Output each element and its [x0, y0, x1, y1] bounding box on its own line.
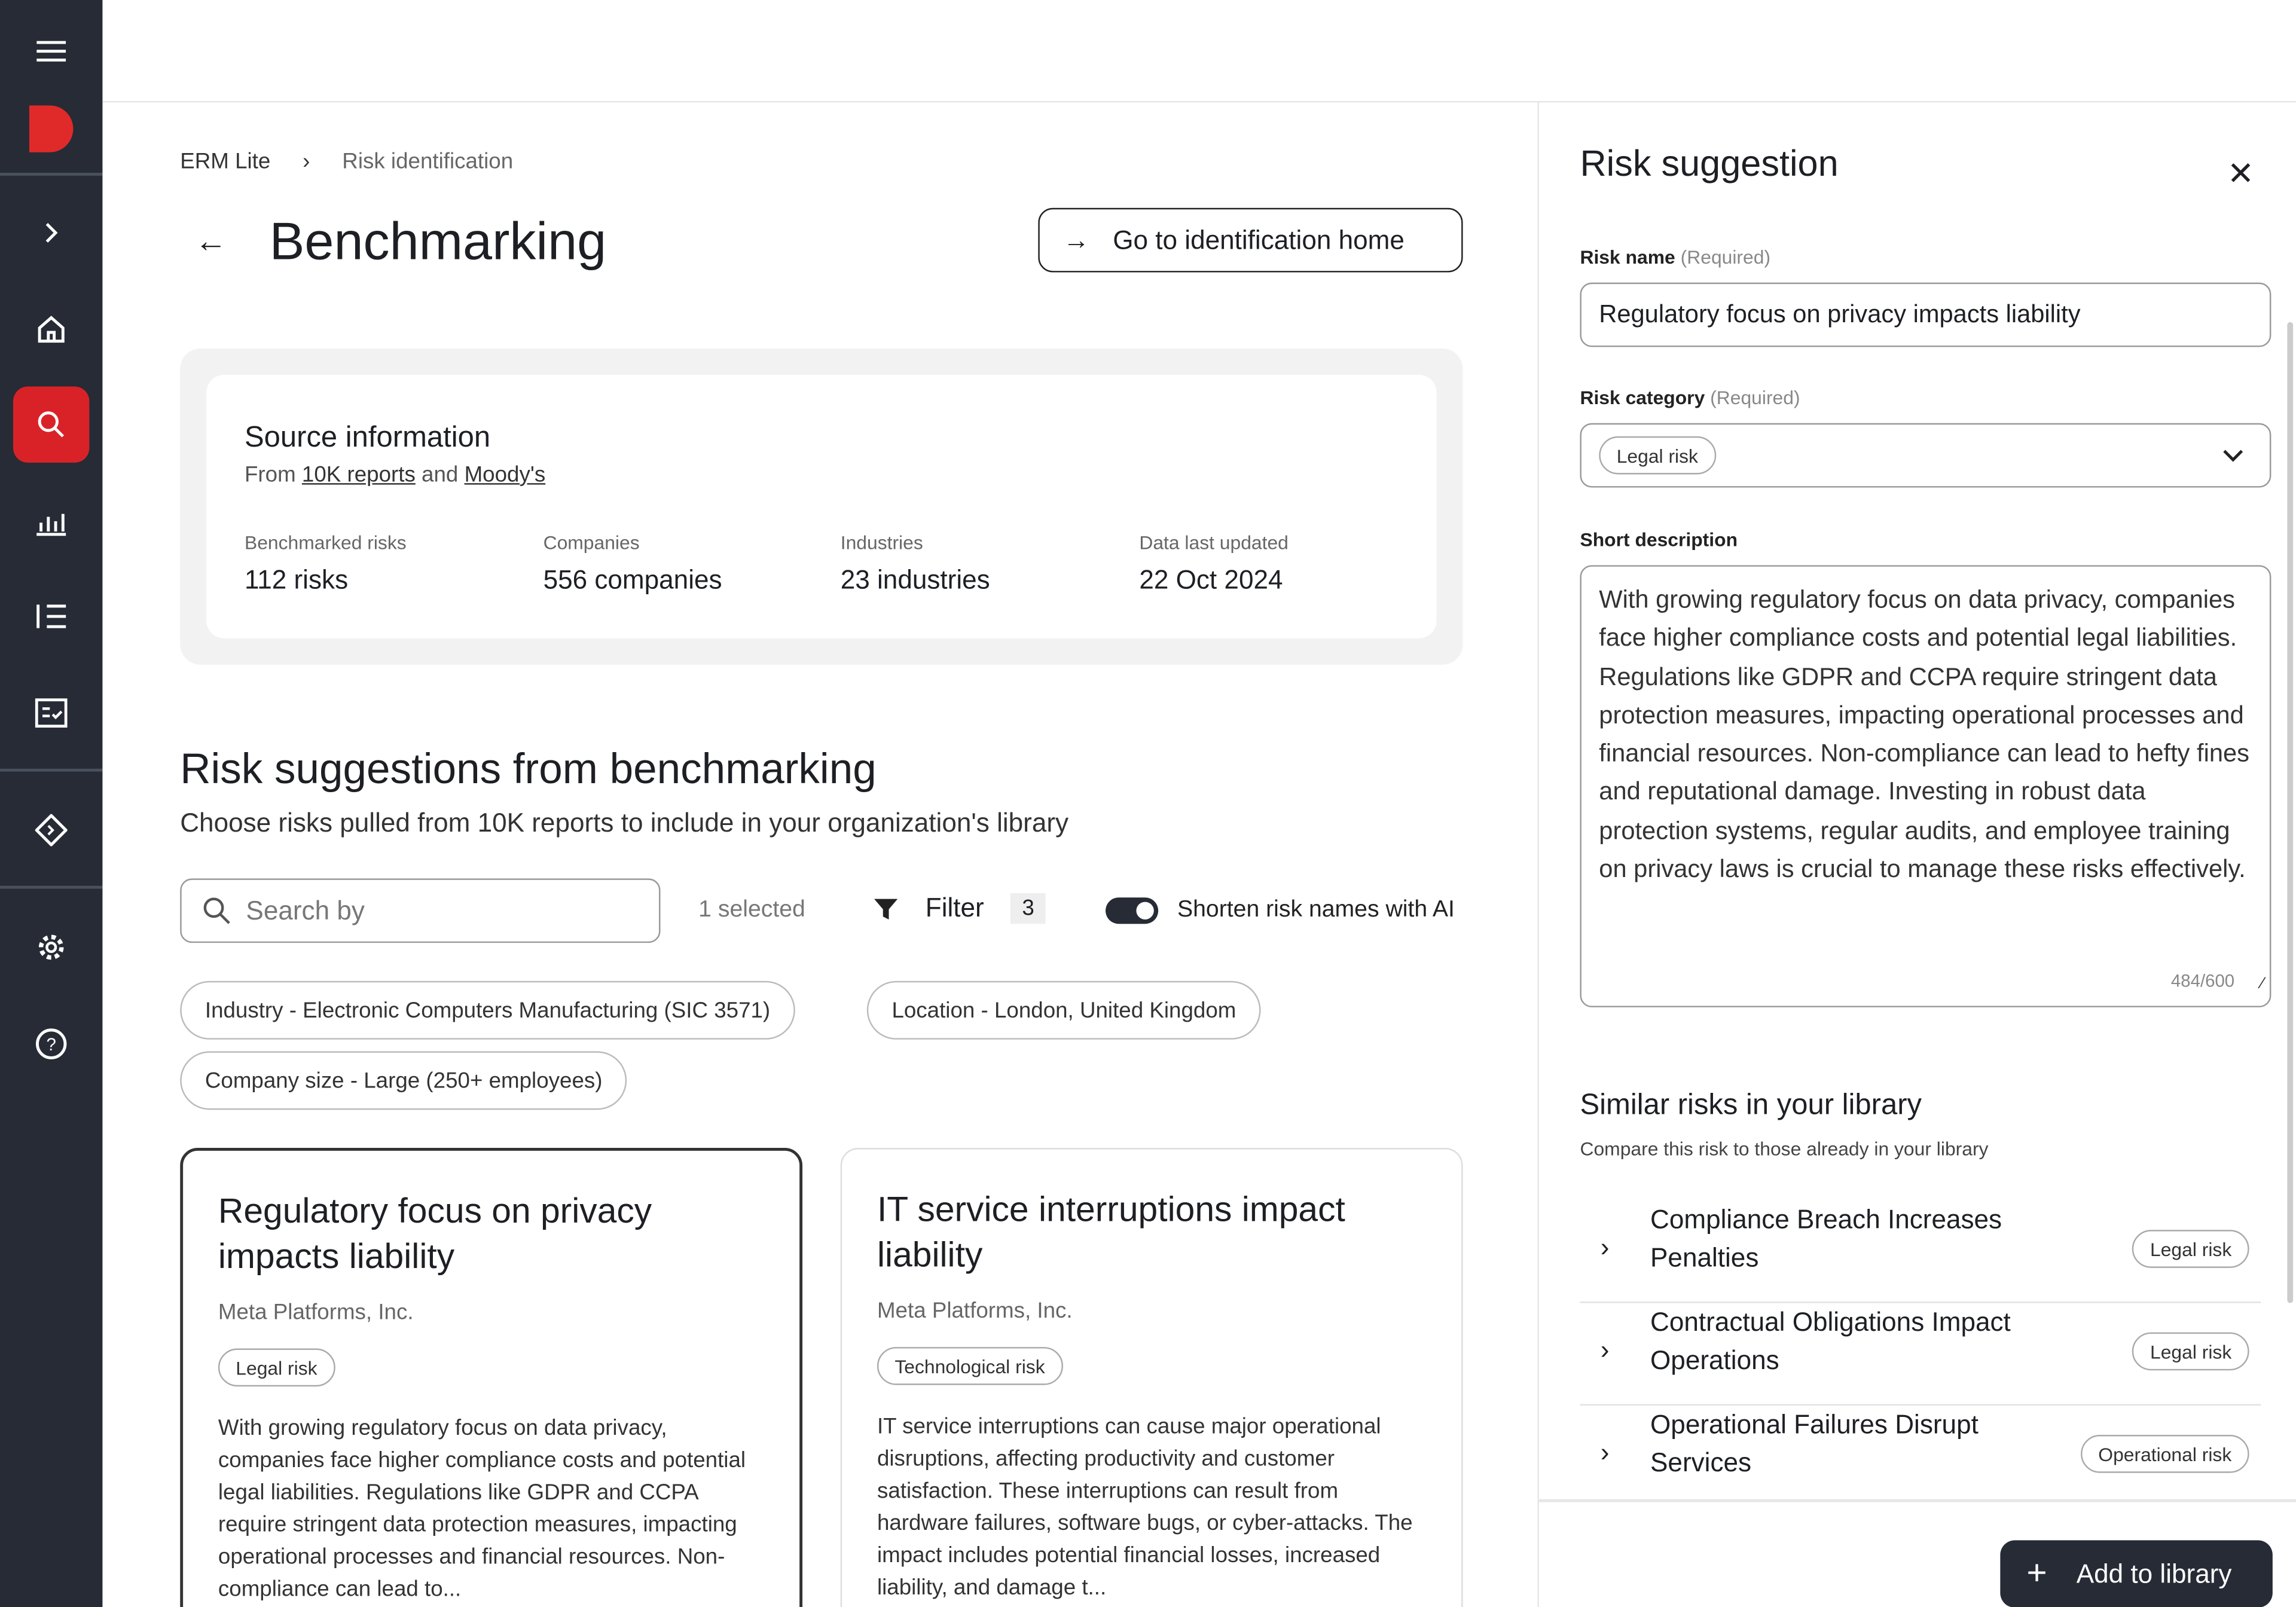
stat-value: 22 Oct 2024: [1139, 565, 1283, 595]
list-icon[interactable]: [0, 587, 102, 646]
logo-icon: [0, 100, 102, 158]
section-subtitle: Choose risks pulled from 10K reports to include in your organization's library: [180, 808, 1069, 838]
card-company: Meta Platforms, Inc.: [877, 1299, 1073, 1324]
card-title: IT service interruptions impact liability: [877, 1190, 1345, 1276]
filter-count-badge: 3: [1010, 893, 1046, 924]
source-info-panel: [180, 349, 1463, 665]
breadcrumb: [180, 149, 513, 175]
expand-chevron-icon[interactable]: [0, 203, 102, 262]
similar-risks-subtitle: Compare this risk to those already in your library: [1580, 1137, 1989, 1160]
search-icon: [35, 408, 68, 441]
top-bar: [102, 0, 2296, 102]
stat-label: Benchmarked risks: [244, 531, 407, 554]
button-label: Go to identification home: [1113, 224, 1405, 254]
risk-name-input[interactable]: Regulatory focus on privacy impacts liability: [1580, 283, 2271, 347]
stat-value: 112 risks: [244, 565, 349, 595]
stat-label: Industries: [840, 531, 923, 554]
similar-risk-title: Operational Failures Disrupt Services: [1650, 1410, 1979, 1478]
similar-risk-row[interactable]: [1580, 1303, 2261, 1406]
selected-count: 1 selected: [698, 897, 805, 922]
footer-divider: [1539, 1499, 2296, 1502]
risk-category-select[interactable]: [1580, 423, 2271, 488]
chevron-right-icon[interactable]: ›: [1600, 1437, 1610, 1467]
card-description: IT service interruptions can cause major operational disruptions, affecting productivity and customer satisfaction. These interruptions can result from hardware failures, software bugs, or cyber-attacks. The impact includes potential financial losses, increased liability, and damage t...: [877, 1414, 1413, 1600]
main-content: [102, 102, 1537, 1607]
card-company: Meta Platforms, Inc.: [218, 1300, 414, 1325]
chevron-right-icon[interactable]: ›: [1600, 1233, 1610, 1263]
category-tag: Legal risk: [1599, 436, 1715, 475]
similar-risk-tag: Operational risk: [2081, 1435, 2249, 1473]
card-description: With growing regulatory focus on data privacy, companies face higher compliance costs and potential legal liabilities. Regulations like GDPR and CCPA require stringent data protection measures, impacting operational processes and financial resources. Non-compliance can lead to...: [218, 1416, 746, 1602]
search-icon: [202, 896, 231, 925]
page-title: Benchmarking: [269, 210, 607, 271]
search-input[interactable]: [180, 878, 660, 943]
filter-chip-industry[interactable]: Industry - Electronic Computers Manufacturing (SIC 3571): [180, 981, 795, 1040]
filter-label: Filter: [925, 893, 984, 922]
panel-scrollbar[interactable]: [2287, 322, 2293, 1303]
svg-text:?: ?: [46, 1035, 56, 1055]
checklist-icon[interactable]: [0, 684, 102, 743]
search-nav-button[interactable]: [13, 387, 89, 463]
stat-label: Data last updated: [1139, 531, 1289, 554]
risk-card[interactable]: [841, 1148, 1463, 1607]
similar-risk-tag: Legal risk: [2133, 1333, 2249, 1371]
source-title: Source information: [244, 421, 491, 454]
menu-icon[interactable]: [0, 22, 102, 81]
button-label: Add to library: [2076, 1558, 2232, 1588]
plus-icon: +: [2026, 1553, 2047, 1593]
risk-suggestion-panel: [1537, 102, 2296, 1607]
filter-chip-company-size[interactable]: Company size - Large (250+ employees): [180, 1051, 627, 1110]
breadcrumb-root[interactable]: ERM Lite: [180, 149, 271, 175]
gear-icon[interactable]: [0, 918, 102, 977]
short-description-textarea[interactable]: [1580, 565, 2271, 1007]
short-description-label: Short description: [1580, 528, 1738, 551]
breadcrumb-current: Risk identification: [342, 149, 514, 175]
similar-risk-row[interactable]: [1580, 1406, 2261, 1508]
risk-category-label: Risk category (Required): [1580, 386, 1800, 409]
similar-risk-row[interactable]: [1580, 1200, 2261, 1303]
source-from: From 10K reports and Moody's: [244, 462, 546, 488]
similar-risk-title: Compliance Breach Increases Penalties: [1650, 1205, 2002, 1273]
stat-value: 23 industries: [840, 565, 990, 595]
back-arrow-icon[interactable]: ←: [194, 222, 227, 259]
card-title: Regulatory focus on privacy impacts liability: [218, 1191, 652, 1277]
diamond-icon[interactable]: [0, 801, 102, 860]
similar-risk-tag: Legal risk: [2133, 1230, 2249, 1268]
resize-handle-icon[interactable]: ⁄: [2261, 974, 2264, 992]
home-icon[interactable]: [0, 300, 102, 359]
stat-value: 556 companies: [543, 565, 722, 595]
close-icon[interactable]: ✕: [2227, 155, 2255, 192]
link-10k[interactable]: 10K reports: [301, 462, 416, 488]
add-to-library-button[interactable]: [2000, 1540, 2273, 1607]
filter-icon: [873, 896, 899, 922]
description-text: With growing regulatory focus on data privacy, companies face higher compliance costs and potential legal liabilities. Regulations like GDPR and CCPA require stringent data protection measures, impacting operational processes and financial resources. Non-compliance can lead to hefty fines and reputational damage. Investing in robust data protection systems, regular audits, and employee training on privacy laws is crucial to manage these risks effectively.: [1599, 585, 2249, 883]
filter-button[interactable]: [873, 893, 1046, 924]
search-placeholder: Search by: [246, 895, 365, 925]
similar-risks-title: Similar risks in your library: [1580, 1089, 1922, 1122]
go-to-identification-home-button[interactable]: [1038, 208, 1463, 273]
help-icon[interactable]: [0, 1015, 102, 1073]
char-count: 484/600: [2170, 970, 2235, 991]
link-moodys[interactable]: Moody's: [464, 462, 546, 488]
chevron-down-icon: [2223, 448, 2243, 462]
similar-risk-title: Contractual Obligations Impact Operations: [1650, 1307, 2011, 1375]
chevron-right-icon[interactable]: ›: [1600, 1335, 1610, 1365]
sidebar: [0, 0, 102, 1607]
card-tag: Technological risk: [877, 1347, 1062, 1385]
section-title: Risk suggestions from benchmarking: [180, 746, 877, 794]
risk-name-label: Risk name (Required): [1580, 246, 1771, 268]
filter-chip-location[interactable]: Location - London, United Kingdom: [867, 981, 1261, 1040]
card-tag: Legal risk: [218, 1349, 335, 1387]
toggle-label: Shorten risk names with AI: [1177, 897, 1455, 922]
arrow-right-icon: →: [1062, 224, 1090, 254]
shorten-names-toggle[interactable]: [1106, 897, 1158, 924]
panel-title: Risk suggestion: [1580, 143, 1839, 185]
risk-card[interactable]: [180, 1148, 802, 1607]
stat-label: Companies: [543, 531, 640, 554]
chart-icon[interactable]: [0, 492, 102, 551]
breadcrumb-chevron-icon: ›: [303, 149, 310, 175]
